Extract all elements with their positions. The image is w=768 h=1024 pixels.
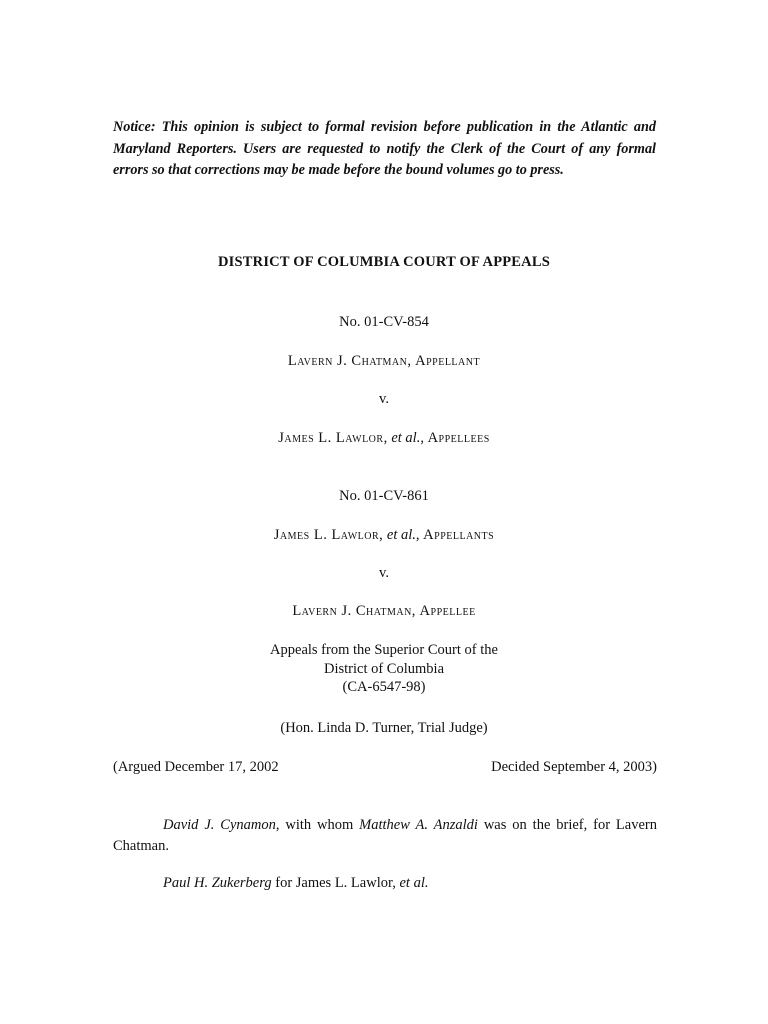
counsel2-et-al: et al. bbox=[399, 875, 429, 891]
case2-versus: v. bbox=[379, 565, 389, 581]
case2-appellee bbox=[0, 602, 768, 620]
case2-appellants-name: James L. Lawlor, bbox=[273, 527, 384, 543]
publication-notice: Notice: This opinion is subject to formal revision before publication in the Atlantic and Maryland Reporters. Users are requested to notify the Clerk of the Court of any formal errors so that corrections may be made before the bound volumes go to press. bbox=[113, 119, 656, 178]
decided-date: Decided September 4, 2003) bbox=[491, 759, 657, 775]
case1-appellant-role: Appellant bbox=[415, 353, 481, 369]
appeal-origin-line2: District of Columbia bbox=[323, 660, 444, 677]
case1-appellees-name: James L. Lawlor, bbox=[278, 430, 388, 446]
counsel-appellees bbox=[113, 873, 657, 894]
trial-judge: (Hon. Linda D. Turner, Trial Judge) bbox=[280, 720, 488, 736]
case-number-1: No. 01-CV-854 bbox=[339, 314, 429, 330]
case1-appellees: James L. Lawlor, et al., Appellees bbox=[278, 430, 490, 446]
case2-appellee-role: Appellee bbox=[419, 603, 476, 619]
dates-row bbox=[113, 758, 657, 776]
case1-appellees-role: Appellees bbox=[427, 430, 490, 446]
case2-appellee-name: Lavern J. Chatman, bbox=[292, 603, 416, 619]
counsel1-mid: , with whom bbox=[275, 817, 360, 833]
appeal-origin-line1: Appeals from the Superior Court of the bbox=[270, 642, 498, 658]
appeal-origin-line3: (CA-6547-98) bbox=[342, 679, 426, 695]
case2-appellants-role: Appellants bbox=[423, 527, 495, 543]
counsel-appellant bbox=[113, 815, 657, 857]
case1-appellant bbox=[0, 352, 768, 370]
court-name: DISTRICT OF COLUMBIA COURT OF APPEALS bbox=[218, 254, 550, 270]
argued-date: (Argued December 17, 2002 bbox=[113, 759, 279, 775]
case1-et-al: et al. bbox=[391, 430, 421, 446]
counsel2-mid: for James L. Lawlor, bbox=[271, 875, 400, 891]
counsel1-attorney: David J. Cynamon bbox=[163, 817, 276, 833]
counsel1-rest: was on the brief, for Lavern Chatman. bbox=[113, 817, 657, 854]
case2-et-al: et al. bbox=[386, 527, 416, 543]
appeal-origin bbox=[0, 641, 768, 697]
case1-appellant-name: Lavern J. Chatman, bbox=[287, 353, 412, 369]
case-number-2: No. 01-CV-861 bbox=[339, 488, 429, 504]
counsel1-co-attorney: Matthew A. Anzaldi bbox=[359, 817, 478, 833]
counsel2-attorney: Paul H. Zukerberg bbox=[163, 875, 272, 891]
case1-versus: v. bbox=[379, 391, 389, 407]
case2-appellants: James L. Lawlor, et al., Appellants bbox=[273, 527, 495, 543]
